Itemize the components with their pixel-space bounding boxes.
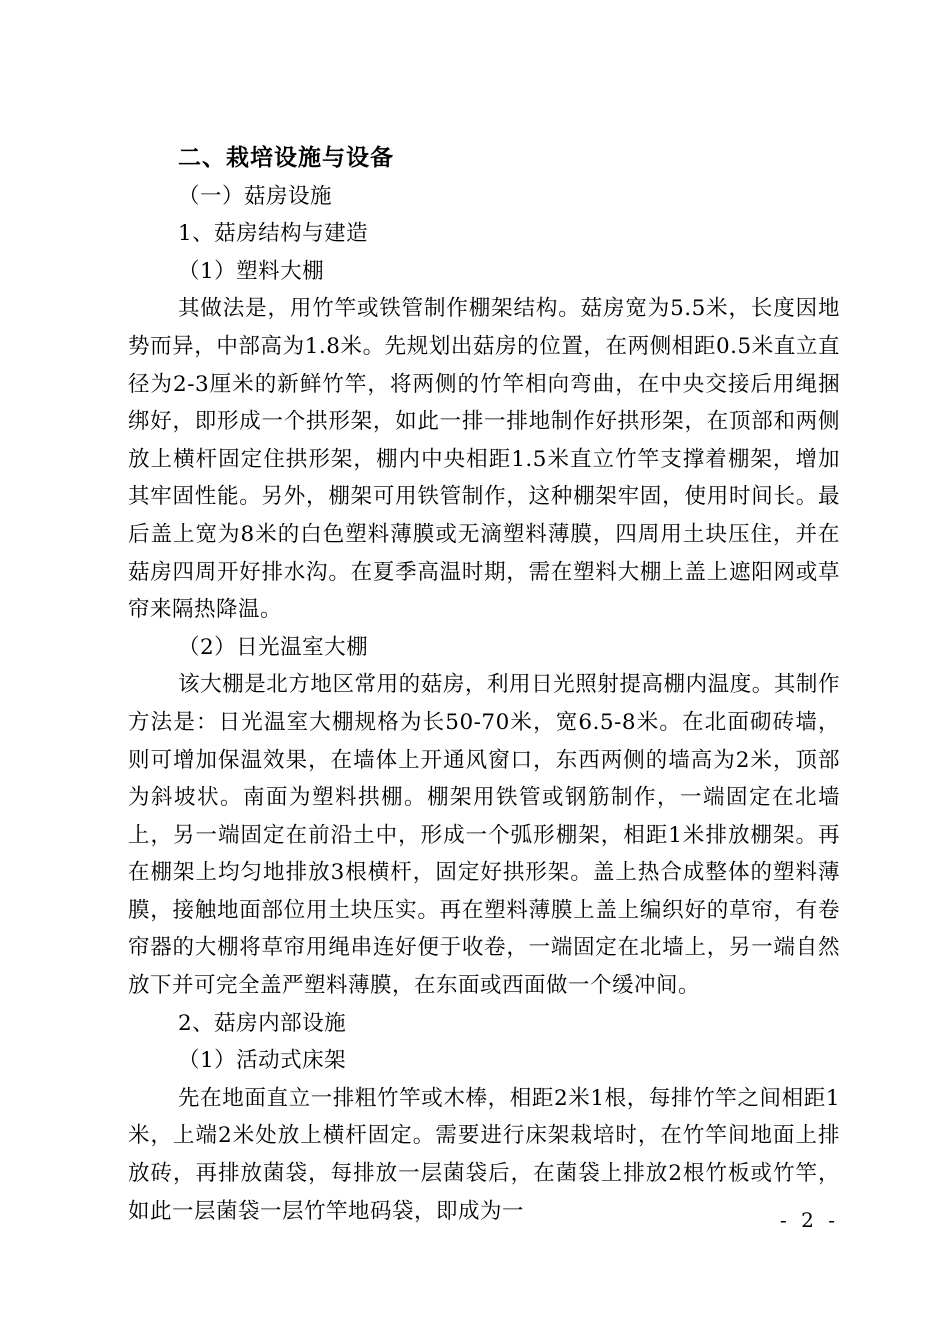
paragraph: 该大棚是北方地区常用的菇房，利用日光照射提高棚内温度。其制作方法是：日光温室大棚规格为长50-70米，宽6.5-8米。在北面砌砖墙，则可增加保温效果，在墙体上开通风窗口，东西两侧的墙高为2米，顶部为斜坡状。南面为塑料拱棚。棚架用铁管或钢筋制作，一端固定在北墙上，另一端固定在前沿土中，形成一个弧形棚架，相距1米排放棚架。再在棚架上均匀地排放3根横杆，固定好拱形架。盖上热合成整体的塑料薄膜，接触地面部位用土块压实。再在塑料薄膜上盖上编织好的草帘，有卷帘器的大棚将草帘用绳串连好便于收卷，一端固定在北墙上，另一端自然放下并可完全盖严塑料薄膜，在东面或西面做一个缓冲间。: [128, 672, 840, 999]
subitem-heading: （2）日光温室大棚: [178, 634, 369, 660]
section-heading: 二、栽培设施与设备: [178, 145, 394, 171]
item-heading: 2、菇房内部设施: [178, 1010, 347, 1036]
page-number: - 2 -: [780, 1208, 839, 1232]
paragraph: 其做法是，用竹竿或铁管制作棚架结构。菇房宽为5.5米，长度因地势而异，中部高为1.8米。先规划出菇房的位置，在两侧相距0.5米直立直径为2-3厘米的新鲜竹竿，将两侧的竹竿相向弯曲，在中央交接后用绳捆绑好，即形成一个拱形架，如此一排一排地制作好拱形架，在顶部和两侧放上横杆固定住拱形架，棚内中央相距1.5米直立竹竿支撑着棚架，增加其牢固性能。另外，棚架可用铁管制作，这种棚架牢固，使用时间长。最后盖上宽为8米的白色塑料薄膜或无滴塑料薄膜，四周用土块压住，并在菇房四周开好排水沟。在夏季高温时期，需在塑料大棚上盖上遮阳网或草帘来隔热降温。: [128, 296, 840, 623]
document-body: [128, 140, 840, 1230]
subitem-heading: （1）活动式床架: [178, 1048, 347, 1074]
subsection-heading: （一）菇房设施: [178, 183, 333, 209]
item-heading: 1、菇房结构与建造: [178, 221, 369, 247]
paragraph: 先在地面直立一排粗竹竿或木棒，相距2米1根，每排竹竿之间相距1米，上端2米处放上横杆固定。需要进行床架栽培时，在竹竿间地面上排放砖，再排放菌袋，每排放一层菌袋后，在菌袋上排放2根竹板或竹竿，如此一层菌袋一层竹竿地码袋，即成为一: [128, 1085, 840, 1224]
subitem-heading: （1）塑料大棚: [178, 258, 325, 284]
